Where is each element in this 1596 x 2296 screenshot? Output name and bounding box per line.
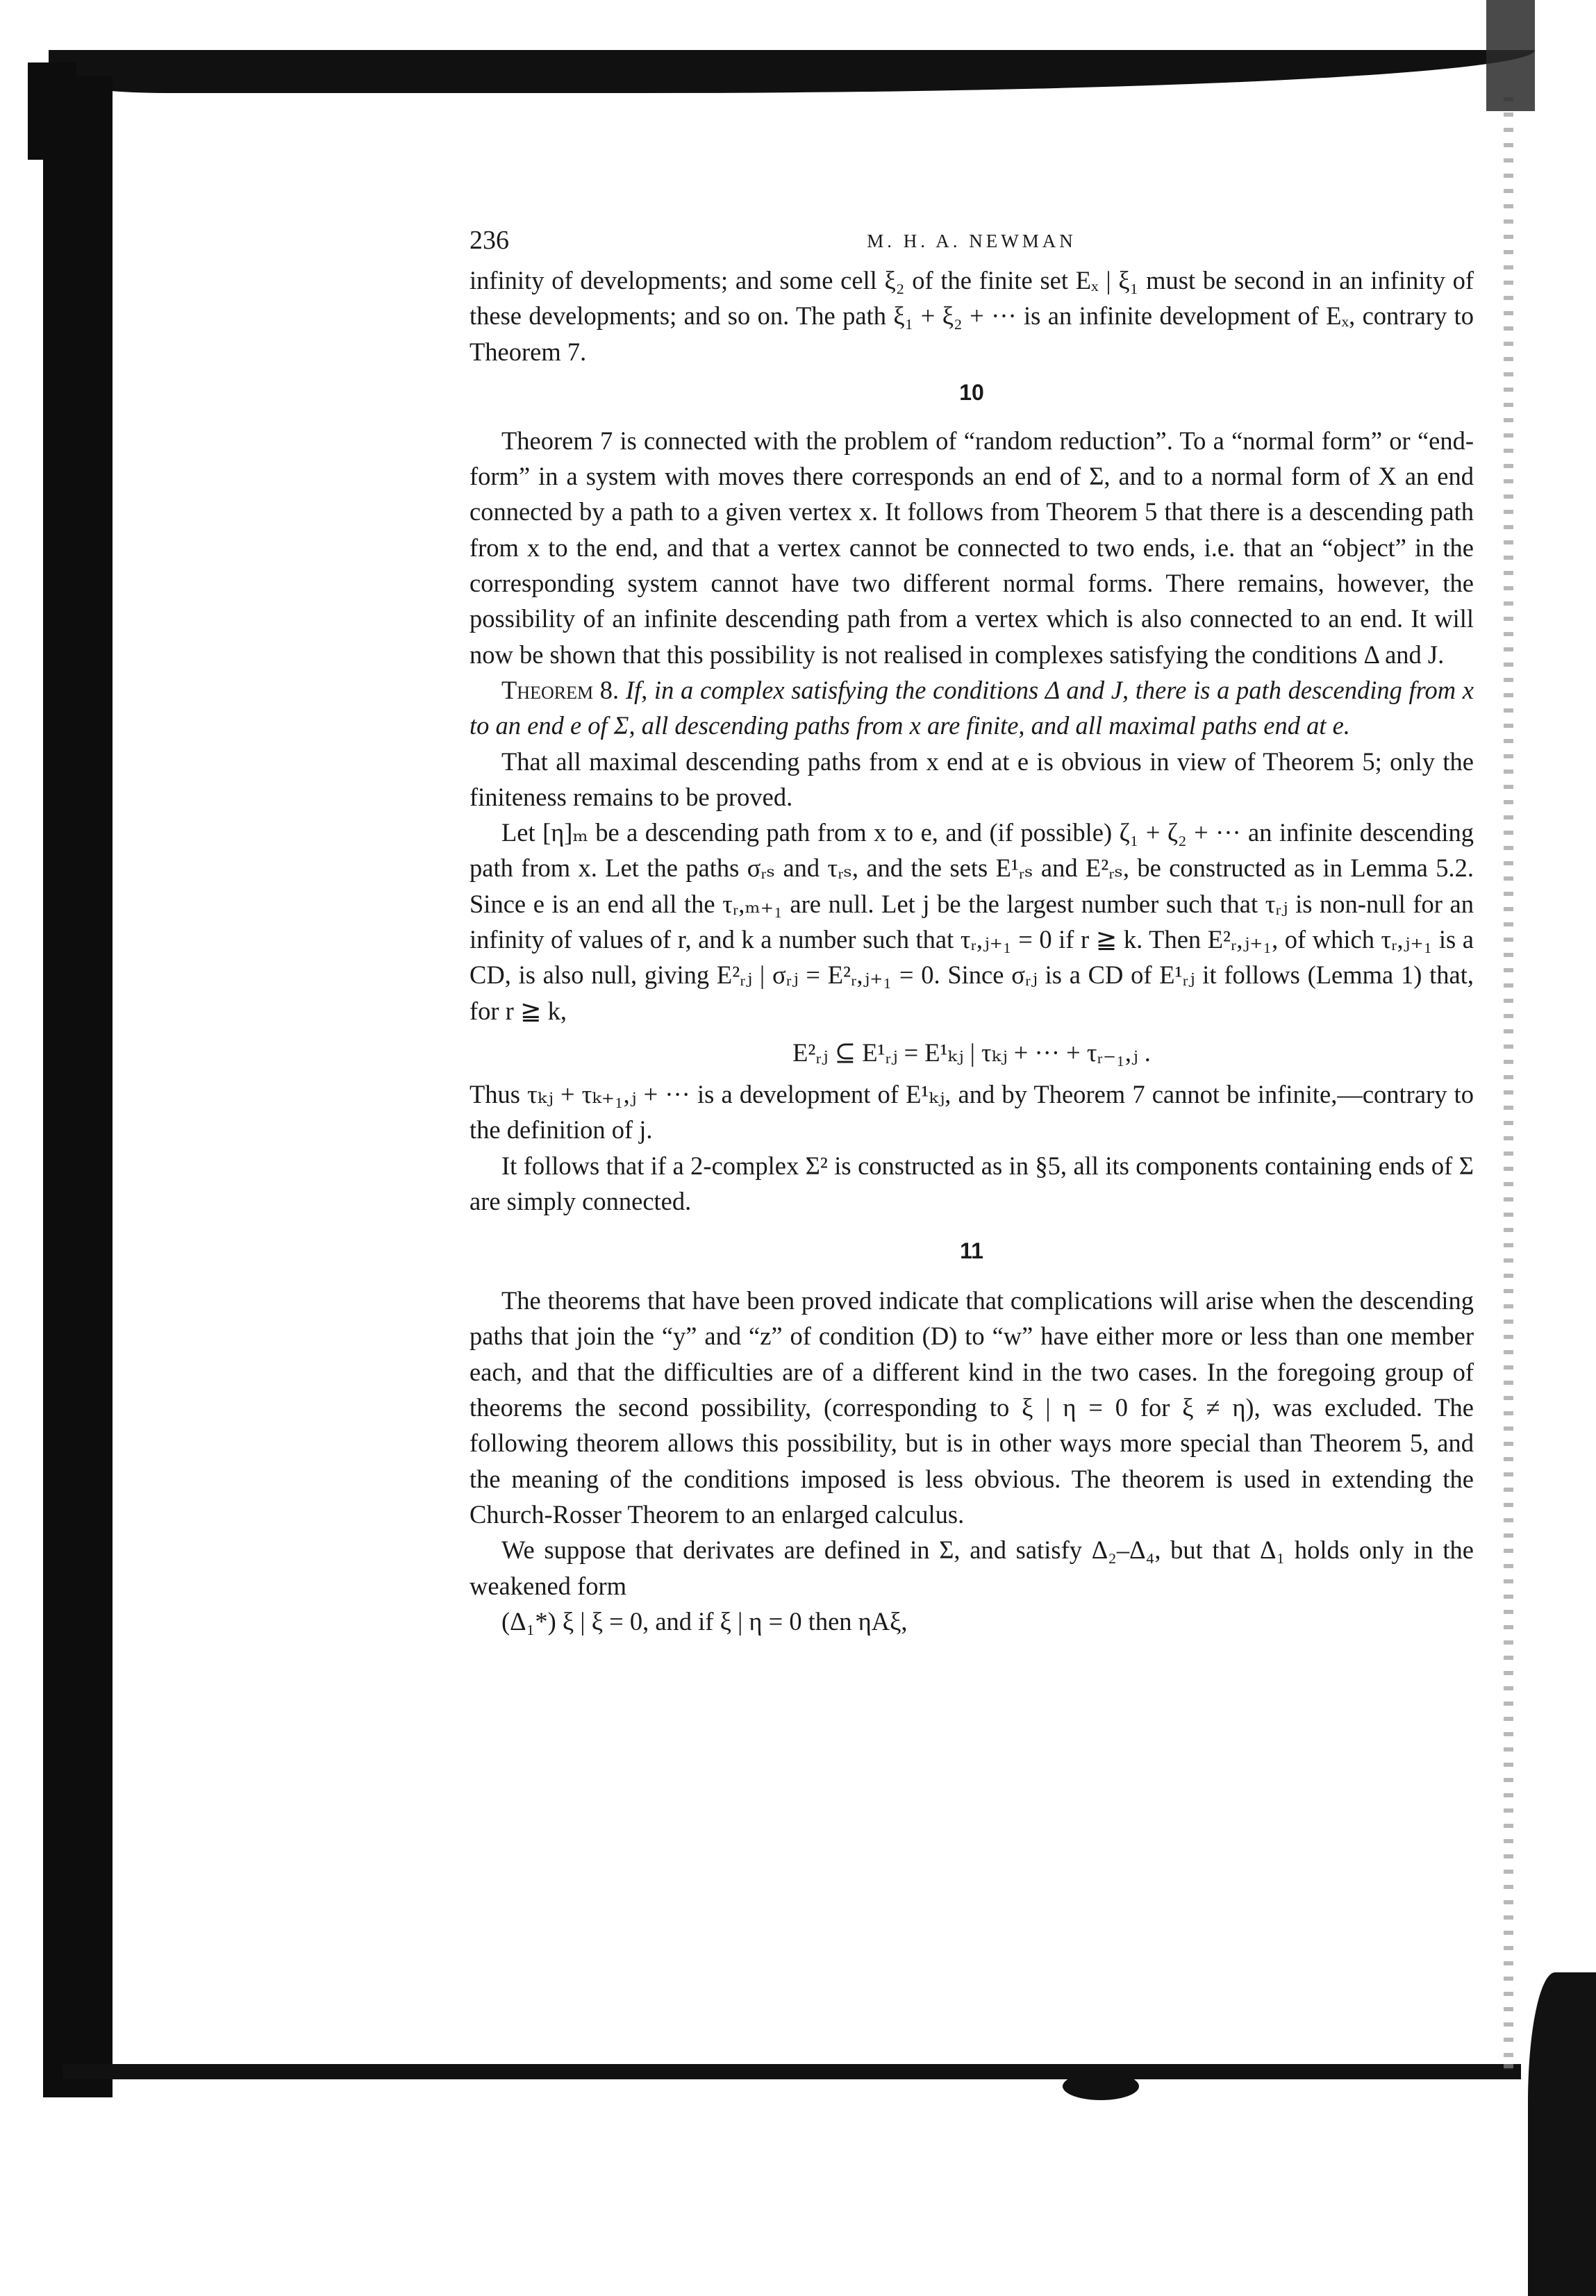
running-title: M. H. A. NEWMAN <box>867 231 1077 251</box>
display-formula: E²ᵣⱼ ⊆ E¹ᵣⱼ = E¹ₖⱼ | τₖⱼ + ··· + τᵣ₋₁,ⱼ . <box>792 1038 1151 1067</box>
paragraph-derivates: We suppose that derivates are defined in Σ, and satisfy Δ₂–Δ₄, but that Δ₁ holds only in the weakened form <box>469 1536 1474 1600</box>
scan-corner-bottom-right <box>1528 1972 1596 2296</box>
theorem-label: Theorem 8. <box>501 675 620 704</box>
scan-border-bottom <box>63 2064 1521 2079</box>
paragraph-random-reduction: Theorem 7 is connected with the problem of “random reduction”. To a “normal form” or “end-form” in a system with moves there corresponds an end of Σ, and to a normal form of X an end connected by a path to a given vertex x. It follows from Theorem 5 that there is a descending path from x to the end, and that a vertex cannot be connected to two ends, i.e. that an “object” in the corresponding system cannot have two different normal forms. There remains, however, the possibility of an infinite descending path from a vertex which is also connected to an end. It will now be shown that this possibility is not realised in complexes satisfying the conditions Δ and J. <box>469 426 1474 669</box>
theorem-statement: If, in a complex satisfying the conditions Δ and J, there is a path descending from x to an end e of Σ, all descending paths from x are finite, and all maximal paths end at e. <box>469 675 1474 740</box>
paragraph-corollary: It follows that if a 2-complex Σ² is constructed as in §5, all its components containing ends of Σ are simply connected. <box>469 1151 1474 1215</box>
page-number: 236 <box>469 226 509 255</box>
scan-corner-top-right <box>1486 0 1535 111</box>
scan-border-right <box>1504 97 1513 2070</box>
condition-delta1-star: (Δ₁*) ξ | ξ = 0, and if ξ | η = 0 then ηAξ, <box>501 1606 908 1636</box>
section-heading-10: 10 <box>959 379 984 405</box>
paragraph-proof: Let [η]ₘ be a descending path from x to e, and (if possible) ζ₁ + ζ₂ + ··· an infinite descending path from x. Let the paths σᵣₛ and τᵣₛ, and the sets E¹ᵣₛ and E²ᵣₛ, be constructed as in Lemma 5.2. Since e is an end all the τᵣ,ₘ₊₁ are null. Let j be the largest number such that τᵣⱼ is non-null for an infinity of values of r, and k a number such that τᵣ,ⱼ₊₁ = 0 if r ≧ k. Then E²ᵣ,ⱼ₊₁, of which τᵣ,ⱼ₊₁ is a CD, is also null, giving E²ᵣⱼ | σᵣⱼ = E²ᵣ,ⱼ₊₁ = 0. Since σᵣⱼ is a CD of E¹ᵣⱼ it follows (Lemma 1) that, for r ≧ k, <box>469 818 1474 1025</box>
page-content <box>469 221 1474 1639</box>
running-head <box>469 221 1474 263</box>
paragraph-proof-conclusion: Thus τₖⱼ + τₖ₊₁,ⱼ + ··· is a development of E¹ₖⱼ, and by Theorem 7 cannot be infinite,—contrary to the definition of j. <box>469 1079 1474 1145</box>
paragraph-complications: The theorems that have been proved indicate that complications will arise when the descending paths that join the “y” and “z” of condition (D) to “w” have either more or less than one member each, and that the difficulties are of a different kind in the two cases. In the foregoing group of theorems the second possibility, (corresponding to ξ | η = 0 for ξ ≠ η), was excluded. The following theorem allows this possibility, but is in other ways more special than Theorem 5, and the meaning of the conditions imposed is less obvious. The theorem is used in extending the Church-Rosser Theorem to an enlarged calculus. <box>469 1286 1474 1529</box>
scan-smudge <box>1063 2072 1139 2100</box>
scan-border-left-corner <box>28 63 76 160</box>
scan-border-top <box>49 50 1535 93</box>
scan-border-left <box>43 76 113 2097</box>
paragraph-continuation: infinity of developments; and some cell ξ₂ of the finite set Eₓ | ξ₁ must be second in an infinity of these developments; and so on. The path ξ₁ + ξ₂ + ··· is an infinite development of Eₓ, contrary to Theorem 7. <box>469 266 1474 366</box>
section-heading-11: 11 <box>960 1238 983 1264</box>
paragraph-proof-intro: That all maximal descending paths from x end at e is obvious in view of Theorem 5; only the finiteness remains to be proved. <box>469 747 1474 811</box>
theorem-8 <box>469 672 1474 744</box>
